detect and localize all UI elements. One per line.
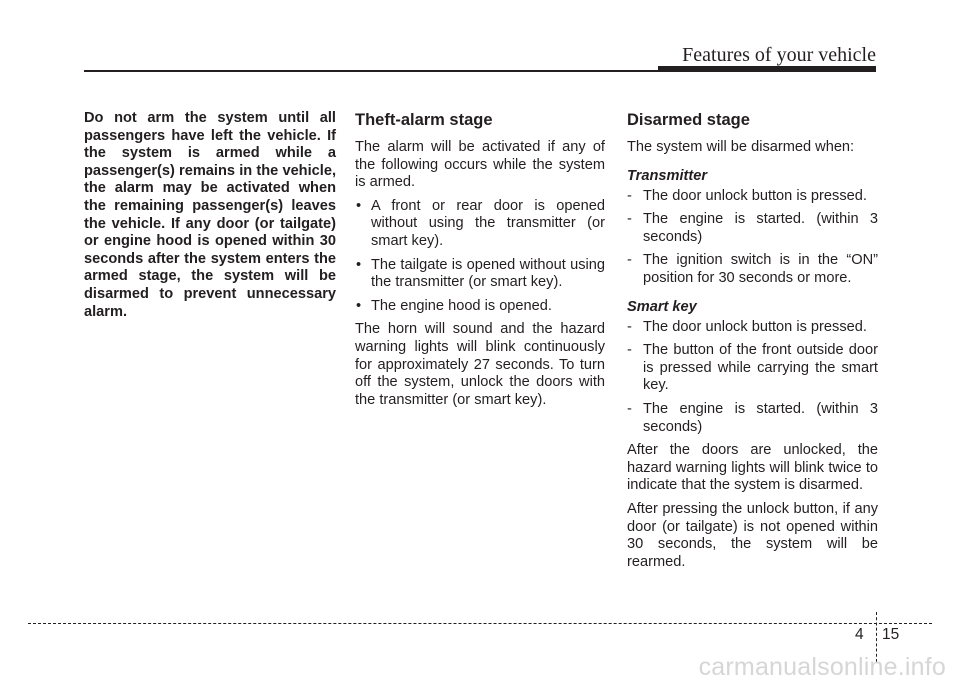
disarmed-intro: The system will be disarmed when: — [627, 139, 855, 155]
chapter-number: 4 — [855, 626, 864, 643]
list-item: • A front or rear door is opened without using the transmitter (or smart key). — [356, 197, 605, 249]
disarmed-paragraph-1: After the doors are unlocked, the hazard warning lights will blink twice to indicate that the system is disarmed. — [627, 442, 878, 494]
dash-marker: - — [627, 252, 632, 269]
transmitter-heading: Transmitter — [627, 167, 708, 184]
header-rule-accent — [658, 66, 876, 72]
list-item: • The engine hood is opened. — [356, 297, 552, 314]
list-item: • The tailgate is opened without using the transmitter (or smart key). — [356, 256, 605, 291]
theft-alarm-heading: Theft-alarm stage — [355, 111, 493, 129]
header-title: Features of your vehicle — [682, 44, 876, 66]
dash-marker: - — [627, 342, 632, 359]
list-item: - The ignition switch is in the “ON” position for 30 seconds or more. — [627, 252, 878, 286]
dash-marker: - — [627, 211, 632, 228]
transmitter-list — [627, 188, 878, 288]
disarmed-section — [627, 110, 878, 577]
watermark: carmanualsonline.info — [698, 653, 946, 681]
dash-marker: - — [627, 400, 632, 417]
bullet-marker: • — [356, 297, 362, 314]
theft-alarm-section — [355, 110, 605, 415]
dash-marker: - — [627, 318, 632, 335]
list-item: - The door unlock button is pressed. — [627, 187, 867, 204]
list-item: - The engine is started. (within 3 seconds) — [627, 211, 878, 245]
warning-column — [84, 110, 336, 321]
bullet-marker: • — [356, 256, 362, 273]
smart-key-list — [627, 319, 878, 437]
bullet-marker: • — [356, 197, 362, 214]
list-item: - The engine is started. (within 3 seconds) — [627, 400, 878, 435]
smart-key-heading: Smart key — [627, 298, 697, 315]
theft-alarm-intro: The alarm will be activated if any of the following occurs while the system is armed. — [355, 139, 605, 191]
list-item: - The door unlock button is pressed. — [627, 318, 867, 335]
list-item: - The button of the front outside door is pressed while carrying the smart key. — [627, 342, 878, 394]
theft-alarm-outro: The horn will sound and the hazard warning lights will blink continuously for approximately 27 seconds. To turn off the system, unlock the doors with the transmitter (or smart key). — [355, 321, 605, 408]
disarmed-paragraph-2: After pressing the unlock button, if any door (or tailgate) is not opened within 30 seconds, the system will be rearmed. — [627, 500, 878, 570]
dash-marker: - — [627, 187, 632, 204]
footer-rule — [28, 623, 932, 624]
page-number: 15 — [882, 626, 900, 643]
theft-alarm-bullets — [355, 198, 605, 316]
warning-text: Do not arm the system until all passengers have left the vehicle. If the system is armed while a passenger(s) remains in the vehicle, the alarm may be activated when the remaining passenger(s) leaves the vehicle. If any door (or tailgate) or engine hood is opened within 30 seconds after the system enters the armed stage, the system will be disarmed to prevent unnecessary alarm. — [84, 110, 336, 320]
disarmed-heading: Disarmed stage — [627, 111, 750, 129]
